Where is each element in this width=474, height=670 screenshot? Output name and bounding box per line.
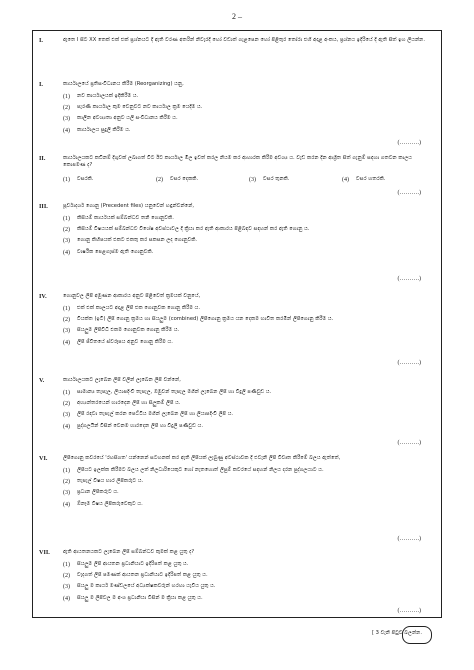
option-number: (3) xyxy=(63,490,70,497)
option-text: වසර හතරකි. xyxy=(356,175,386,182)
option xyxy=(63,561,435,569)
question-text: ගොනුවල ලිපි අමුණන ආකාරය අනුව පිළිවෙත් ක්‍රමයක් වනුයේ, xyxy=(63,293,201,299)
answer-blank[interactable]: (……….) xyxy=(397,608,421,614)
option-text: වසර දෙකකි. xyxy=(170,175,199,182)
page-number: 2 – xyxy=(232,12,242,21)
option-number: (1) xyxy=(63,467,70,474)
option xyxy=(63,115,435,123)
question-number: V. xyxy=(39,377,45,384)
option-number: (4) xyxy=(63,595,70,602)
option-number: (3) xyxy=(63,116,70,123)
option-text: තැපැල් විෂය භාර ලිපිකරුට ය. xyxy=(77,478,144,485)
option xyxy=(63,215,435,223)
question-number: IV. xyxy=(39,293,47,300)
option-text: සියලුම ලිපිවිධි එකම ගොනුවක ගොනු කිරීම ය. xyxy=(77,327,180,334)
option-text: සියලුම ලිපි ආයතන ප්‍රධානියාට ඉදිරිපත් කළ යුතු ය. xyxy=(77,560,189,567)
option-text: සාමාන්‍ය තැපැල, ලියාපදිංචි තැපැල, ඔමුවන් තැපැල මගින් ලැබෙන ලිපි හා විදුලි පණිවුඩ ය. xyxy=(77,388,272,395)
answer-blank[interactable]: (……….) xyxy=(397,190,421,196)
option xyxy=(63,572,435,580)
instructions xyxy=(39,37,435,46)
option-number: (4) xyxy=(63,249,70,256)
option xyxy=(63,411,435,419)
option-number: (2) xyxy=(63,317,70,324)
option xyxy=(63,389,435,397)
question-number: I. xyxy=(39,81,43,88)
option xyxy=(63,176,156,184)
next-page-note: [ 3 වැනි පිටුව බලන්න. xyxy=(372,630,423,636)
option xyxy=(63,327,435,335)
option xyxy=(63,489,435,497)
question-number: VI. xyxy=(39,455,48,462)
option-number: (1) xyxy=(63,305,70,312)
answer-blank[interactable]: (……….) xyxy=(397,360,421,366)
option-number: (2) xyxy=(63,573,70,580)
option-text: සියලු ම කාර්ය මණ්ඩලයේ අධ්‍යක්ෂකවරුන් හරහා යැවිය යුතු ය. xyxy=(77,583,216,590)
option-text: ලිපියට ඉලක්ක කිරීමට බලය ලත් නිලධාරියෙකුට හෝ නැතහොත් ලිපුම් කවරයේ සඳහන් නිලය දරන පුද්ගලයාට ය. xyxy=(77,466,324,473)
option xyxy=(63,93,435,101)
question-1 xyxy=(39,81,435,146)
option-number: (4) xyxy=(342,176,349,183)
option-text: කිසියම් කාර්යයක් සම්බන්ධව තනි ගොනුවකි. xyxy=(77,214,174,221)
option-number: (2) xyxy=(156,176,163,183)
option-number: (3) xyxy=(63,584,70,591)
option-number: (3) xyxy=(63,412,70,419)
option-number: (4) xyxy=(63,127,70,134)
option xyxy=(63,127,435,135)
option xyxy=(63,595,435,603)
option xyxy=(156,176,249,184)
option xyxy=(63,501,435,509)
answer-blank[interactable]: (……….) xyxy=(397,276,421,282)
question-6 xyxy=(39,455,435,542)
answer-blank[interactable]: (……….) xyxy=(397,536,421,542)
option-text: නව කාර්යාලයක් ඉදිකිරීම ය. xyxy=(77,92,139,99)
option-text: පැරණි කාර්යාල කුම වෙනුවට නව කාර්යාල ක්‍රම යෙදීම ය. xyxy=(77,104,203,111)
option-number: (1) xyxy=(63,93,70,100)
question-4 xyxy=(39,293,435,366)
question-number: II. xyxy=(39,155,46,162)
option-number: (1) xyxy=(63,215,70,222)
question-frame xyxy=(32,30,442,618)
option-number: (3) xyxy=(249,176,256,183)
option-number: (4) xyxy=(63,339,70,346)
option xyxy=(63,423,435,431)
question-text: ඇති ආයතනයකට ලැබෙන ලිපි සම්බන්ධව කුමක් කළ යුතු ද? xyxy=(63,549,195,555)
question-number: VII. xyxy=(39,549,50,556)
question-text: කාර්යාලයකට කඩිනම් දිගුවක් ලබාගත් විට ඊට කාර්යාල මිල ඉවත් කරල නියම කර ආහාරක කිරීම අවශ්‍ය ය. වැඩ කරන දින ආශ්‍රිත සිත් ගැනුම් සඳහා ගතවන කාලය කොපමණ ද? xyxy=(63,155,413,169)
question-7 xyxy=(39,549,435,614)
question-text: පූර්වාදර්ශ ගොනු (Precedent files) යනුවෙන් හඳුන්වන්නේ, xyxy=(63,203,195,209)
option-text: අභ්‍යන්තරයෙන් භාරදෙන ලිපි හා සිලුකම් ලිපි ය. xyxy=(77,400,181,407)
option-number: (1) xyxy=(63,561,70,568)
question-5 xyxy=(39,377,435,446)
option-number: (2) xyxy=(63,479,70,486)
option xyxy=(63,400,435,408)
instructions-number: I. xyxy=(39,37,43,44)
option xyxy=(63,583,435,591)
option-text: වසර තුනකි. xyxy=(263,175,290,182)
option-text: පුද්ගලයින් විසින් වෙනම භාරදෙන ලිපි හා විදුලි පණිවුඩ ය. xyxy=(77,422,204,429)
option xyxy=(249,176,342,184)
option xyxy=(63,467,435,475)
option xyxy=(63,305,435,313)
option-number: (1) xyxy=(63,389,70,396)
option-text: ලිපි රඳවා තැපැල් කරන පෙට්ටිය මගින් ලැබෙන ලිපි හා ලියාපදිංචි ලිපි ය. xyxy=(77,411,234,418)
option xyxy=(63,237,435,245)
question-2 xyxy=(39,155,435,196)
question-text: කාර්යාලයකට ලැබෙන ලිපි වලින් ලැබෙන ලිපි වන්නේ, xyxy=(63,377,181,383)
option-text: ඕනෑම විෂය ලිපිකරුවෙකුට ය. xyxy=(77,500,143,507)
question-text: ලිපිගොනු කවරයේ 'රහසිගත' යන්නෙන් සටහනක් කර ඇති ලිපියක් ලැබුණු අවස්ථාවක දී එවැනි ලිපි විවෘත කිරීමේ බලය ඇත්තේ, xyxy=(63,455,341,461)
option xyxy=(63,226,435,234)
option xyxy=(63,104,435,112)
option-text: ප්‍රධාන ලිපිකරුට ය. xyxy=(77,489,119,496)
option-text: ගොනු කිහිපයක් එකට එකතු කර සකසන ලද ගොනුවකි. xyxy=(77,237,198,244)
option-number: (2) xyxy=(63,105,70,112)
option-text: එක් එක් කාලයට අදාළ ලිපි එක ගොනුවක ගොනු කිරීම ය. xyxy=(77,304,200,311)
option xyxy=(342,176,435,184)
option-number: (2) xyxy=(63,227,70,234)
option-number: (2) xyxy=(63,401,70,408)
option xyxy=(63,339,435,347)
option-text: කාර්යාලය සුදුලි කිරීම ය. xyxy=(77,126,131,133)
question-number: III. xyxy=(39,203,48,210)
option-text: වසරකි. xyxy=(77,175,94,182)
option-number: (1) xyxy=(63,176,70,183)
option-text: වියක්ත (ඉටි) ලිපි ගොනු ක්‍රමය හා සියලුම (combined) ලිපිගොනු ක්‍රමය යන දෙකම භාවිත කරමින් ලිපිගොනු කිරීම ය. xyxy=(77,316,334,323)
question-3 xyxy=(39,203,435,282)
option-number: (3) xyxy=(63,328,70,335)
option-text: වැදගත් ලිපි පමණක් ආයතන ප්‍රධානියාට ඉදිරිපත් කළ යුතු ය. xyxy=(77,572,208,579)
option xyxy=(63,249,435,257)
option xyxy=(63,316,435,324)
option xyxy=(63,478,435,486)
instructions-text: ඇතෙ I සිට XX තෙක් එක් එක් ප්‍රශ්නයට දී ඇති වරණ අතරින් නිවැරදි හෝ වඩාත් ගැළපෙන හෝ පිළිතුර තෝරා එහි අදාළ අංකය, ප්‍රශ්නය ඉදිරියේ දී ඇති සිත් ඉහ ලියන්න. xyxy=(63,37,426,43)
option-text: ලිපි ජීවිතයේ ස්වරූපය අනුව ගොනු කිරීම ය. xyxy=(77,338,173,345)
option-number: (4) xyxy=(63,501,70,508)
option-text: සියලු ම ලිපිවල ම අංශ ප්‍රධානියා විසින් ම ක්‍රියා කළ යුතු ය. xyxy=(77,594,203,601)
marks-oval xyxy=(402,626,432,644)
answer-blank[interactable]: (……….) xyxy=(397,140,421,146)
answer-blank[interactable]: (……….) xyxy=(397,440,421,446)
option-number: (3) xyxy=(63,238,70,245)
option-text: වාර්ෂික පෙළගැස්ම ඇති ගොනුවකි. xyxy=(77,248,154,255)
option-text: කාලීන අවශ්‍යතා අනුව යලි සංවිධානය කිරීම ය. xyxy=(77,115,178,122)
question-text: කාර්යාලයේ ප්‍රතිසංවිධානය කිරීම (Reorganizing) යනු, xyxy=(63,81,184,87)
option-text: කිසියම් විෂයයක් සම්බන්ධව විශේෂ අවස්ථාවල දී ක්‍රියා කර ඇති ආකාරය පිළිබඳව සඳහන් කර ඇති ගොනු ය. xyxy=(77,226,310,233)
option-number: (4) xyxy=(63,423,70,430)
